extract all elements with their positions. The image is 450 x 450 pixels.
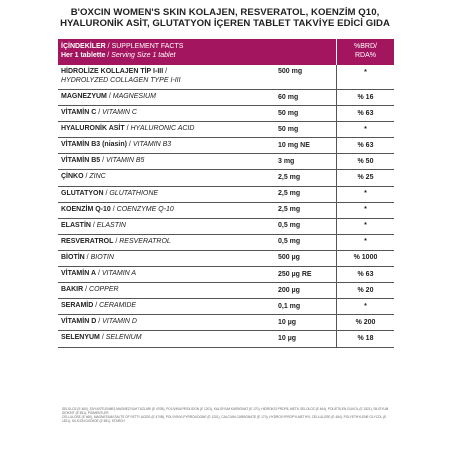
ingredient-rda: * bbox=[336, 219, 394, 234]
ingredient-name-tr: HİDROLİZE KOLLAJEN TİP I-III bbox=[61, 68, 164, 75]
ingredient-rda: % 25 bbox=[336, 170, 394, 185]
table-row bbox=[58, 203, 394, 219]
ingredient-name-tr: VİTAMİN B5 bbox=[61, 157, 101, 165]
ingredient-name-en: CERAMIDE bbox=[99, 302, 137, 310]
ingredient-amount: 2,5 mg bbox=[278, 190, 301, 198]
ingredient-amount: 60 mg bbox=[278, 93, 299, 101]
ingredient-amount: 0,5 mg bbox=[278, 238, 301, 246]
ingredient-amount: 0,5 mg bbox=[278, 222, 301, 230]
title-line-2: HYALURONİK ASİT, GLUTATYON İÇEREN TABLET TAKVİYE EDİCİ GIDA bbox=[60, 18, 390, 29]
ingredient-rda: % 50 bbox=[336, 154, 394, 169]
ingredient-amount: 2,5 mg bbox=[278, 173, 301, 181]
ingredient-name bbox=[61, 206, 174, 215]
ingredient-rda: * bbox=[336, 203, 394, 218]
ingredient-name-en: COPPER bbox=[89, 286, 119, 294]
ingredient-name bbox=[61, 254, 114, 263]
table-row bbox=[58, 267, 394, 283]
ingredient-name bbox=[61, 109, 137, 118]
ingredient-rda: * bbox=[336, 187, 394, 202]
ingredient-name-en: HYALURONIC ACID bbox=[130, 125, 195, 133]
footnote-line-1: SELÜLOZ (E 460), SIVI ASİTLENMİŞ MAGNEZYUM TUZLARI (E 470B), POLİVİNİLPİROLİDON (E 1201), KALSİYUM KARBONAT (E 170), HİDROKSİ PROPİL METİL SELÜLOZ (E 464), POLİETİLEN GLİKOL (E 1521), SİLİSYUM DİOKSİT (E 551), PİGMENTLER bbox=[62, 407, 389, 415]
ingredient-name-sep: / bbox=[84, 253, 91, 261]
ingredient-rda: * bbox=[336, 235, 394, 250]
header-left bbox=[61, 42, 183, 60]
ingredient-name-en: ELASTIN bbox=[96, 221, 126, 229]
ingredient-name bbox=[61, 190, 158, 199]
ingredient-rda: % 18 bbox=[336, 331, 394, 346]
table-row bbox=[58, 331, 394, 347]
product-title bbox=[0, 7, 450, 29]
ingredient-name-sep: / bbox=[83, 173, 90, 181]
ingredient-rda: * bbox=[336, 65, 394, 89]
header-sep-1: / bbox=[105, 43, 112, 50]
ingredient-name-sep: / bbox=[96, 109, 103, 117]
ingredient-name-tr: ÇİNKO bbox=[61, 173, 84, 181]
footnote bbox=[62, 407, 392, 423]
ingredient-name bbox=[61, 157, 144, 166]
ingredient-name-en: VITAMIN B3 bbox=[132, 141, 172, 149]
ingredient-amount: 500 mg bbox=[278, 68, 303, 75]
ingredient-name-tr: RESVERATROL bbox=[61, 237, 114, 245]
table-row bbox=[58, 122, 394, 138]
ingredient-amount: 200 µg bbox=[278, 286, 300, 294]
ingredient-amount: 10 µg bbox=[278, 318, 297, 326]
table-row bbox=[58, 138, 394, 154]
header-rda-line-2: RDA% bbox=[354, 52, 376, 59]
ingredient-name-tr: VİTAMİN D bbox=[61, 318, 97, 326]
table-row bbox=[58, 283, 394, 299]
header-sep-2: / bbox=[105, 52, 112, 59]
ingredient-name-sep: / bbox=[113, 237, 120, 245]
ingredient-name-en: COENZYME Q-10 bbox=[116, 205, 174, 213]
ingredient-name-en: VITAMIN C bbox=[102, 109, 137, 117]
ingredient-name bbox=[61, 238, 171, 247]
ingredient-name-tr: KOENZİM Q-10 bbox=[61, 205, 111, 213]
ingredient-rda: % 63 bbox=[336, 138, 394, 153]
ingredient-name bbox=[61, 222, 126, 231]
table-row bbox=[58, 170, 394, 186]
header-rda-line-1: %BRD/ bbox=[354, 43, 377, 50]
ingredient-name bbox=[61, 302, 136, 311]
ingredient-name bbox=[61, 334, 142, 343]
ingredient-name-sep: / bbox=[110, 205, 117, 213]
ingredient-name bbox=[61, 270, 136, 279]
table-row bbox=[58, 106, 394, 122]
ingredient-name-tr: VİTAMİN A bbox=[61, 270, 96, 278]
ingredient-name-sep: / bbox=[103, 189, 110, 197]
ingredient-name-tr: ELASTİN bbox=[61, 221, 91, 229]
ingredient-amount: 3 mg bbox=[278, 157, 295, 165]
ingredient-name-tr: BİOTİN bbox=[61, 253, 85, 261]
ingredient-amount: 250 µg RE bbox=[278, 270, 312, 278]
ingredient-name bbox=[61, 318, 137, 327]
footnote-line-2: CELLULOSE (E 460), MAGNESIUM SALTS OF FATTY ACIDS (E 470B), POLYVINYLPYRROLIDONE (E 1201), CALCIUM CARBONATE (E 170), HYDROXYPROPYLMETHYL CELLULOSE (E 464), POLYETHYLENE GLYCOL (E 1521), SILICON DIOXIDE (E 551), STARCH bbox=[62, 415, 387, 423]
ingredient-rda: % 200 bbox=[336, 315, 394, 330]
table-row bbox=[58, 90, 394, 106]
header-serving-size: Serving Size 1 tablet bbox=[111, 52, 176, 59]
ingredient-name-en: VITAMIN A bbox=[101, 270, 137, 278]
table-row bbox=[58, 251, 394, 267]
ingredient-name-tr: SELENYUM bbox=[61, 334, 100, 342]
ingredient-rda: % 63 bbox=[336, 267, 394, 282]
ingredient-name-sep: / bbox=[124, 125, 131, 133]
ingredient-name-tr: VİTAMİN B3 (niasin) bbox=[61, 141, 127, 149]
table-row bbox=[58, 219, 394, 235]
ingredient-name bbox=[61, 173, 106, 182]
ingredient-name-en: ZINC bbox=[89, 173, 106, 181]
header-per-tablet: Her 1 tablette bbox=[61, 52, 106, 59]
ingredient-name-en: BIOTIN bbox=[90, 253, 114, 261]
nutrition-table bbox=[58, 65, 394, 348]
ingredient-name-sep: / bbox=[83, 286, 90, 294]
header-supplement-facts: SUPPLEMENT FACTS bbox=[111, 43, 184, 50]
ingredient-amount: 50 mg bbox=[278, 109, 299, 117]
ingredient-name-tr: VİTAMİN C bbox=[61, 109, 97, 117]
ingredient-name-en: GLUTATHIONE bbox=[109, 189, 159, 197]
ingredient-amount: 500 µg bbox=[278, 254, 300, 262]
ingredient-rda: * bbox=[336, 299, 394, 314]
ingredient-name-sep: / bbox=[96, 318, 103, 326]
table-row bbox=[58, 315, 394, 331]
ingredient-name bbox=[61, 125, 194, 134]
ingredient-name bbox=[61, 141, 171, 150]
ingredient-name-sep: / bbox=[90, 221, 97, 229]
table-row bbox=[58, 154, 394, 170]
ingredient-amount: 50 mg bbox=[278, 125, 299, 133]
ingredient-amount: 10 mg NE bbox=[278, 141, 310, 149]
ingredient-name bbox=[61, 93, 156, 102]
ingredient-name bbox=[61, 286, 119, 295]
table-row bbox=[58, 187, 394, 203]
ingredient-name-sep: / bbox=[93, 302, 100, 310]
ingredient-name-sep: / bbox=[96, 270, 102, 278]
ingredient-amount: 10 µg bbox=[278, 334, 297, 342]
ingredient-name-en: MAGNESIUM bbox=[112, 93, 156, 100]
ingredient-rda: % 20 bbox=[336, 283, 394, 298]
ingredient-name-sep: / bbox=[126, 141, 133, 149]
table-row bbox=[58, 65, 394, 90]
ingredient-amount: 0,1 mg bbox=[278, 302, 301, 310]
ingredient-name-en: SELENIUM bbox=[105, 334, 142, 342]
ingredient-name-tr: BAKIR bbox=[61, 286, 84, 294]
ingredient-name-tr: MAGNEZYUM bbox=[61, 93, 107, 100]
ingredient-amount: 2,5 mg bbox=[278, 206, 301, 214]
ingredient-rda: % 1000 bbox=[336, 251, 394, 266]
table-row bbox=[58, 235, 394, 251]
ingredient-name-sep: / bbox=[100, 157, 106, 165]
table-row bbox=[58, 299, 394, 315]
ingredient-rda: * bbox=[336, 122, 394, 137]
ingredient-name-en: HYDROLYZED COLLAGEN TYPE I-III bbox=[61, 76, 181, 84]
ingredient-rda: % 63 bbox=[336, 106, 394, 121]
ingredient-name bbox=[61, 68, 181, 85]
ingredient-name-tr: HYALURONİK ASİT bbox=[61, 125, 125, 133]
ingredient-name-sep: / bbox=[106, 93, 113, 100]
ingredient-name-en: RESVERATROL bbox=[119, 237, 171, 245]
ingredient-rda: % 16 bbox=[336, 90, 394, 105]
title-line-1: B'OXCIN WOMEN'S SKIN KOLAJEN, RESVERATOL, KOENZİM Q10, bbox=[70, 7, 380, 18]
header-rda bbox=[336, 39, 394, 65]
ingredient-name-sep: / bbox=[99, 334, 106, 342]
ingredient-name-en: VITAMIN D bbox=[102, 318, 137, 326]
ingredient-name-tr: GLUTATYON bbox=[61, 189, 104, 197]
ingredient-name-en: VITAMIN B5 bbox=[106, 157, 145, 165]
ingredient-name-tr: SERAMİD bbox=[61, 302, 94, 310]
table-header bbox=[58, 39, 394, 65]
ingredient-name-sep: / bbox=[163, 68, 168, 75]
header-ingredients-label: İÇİNDEKİLER bbox=[61, 43, 106, 50]
